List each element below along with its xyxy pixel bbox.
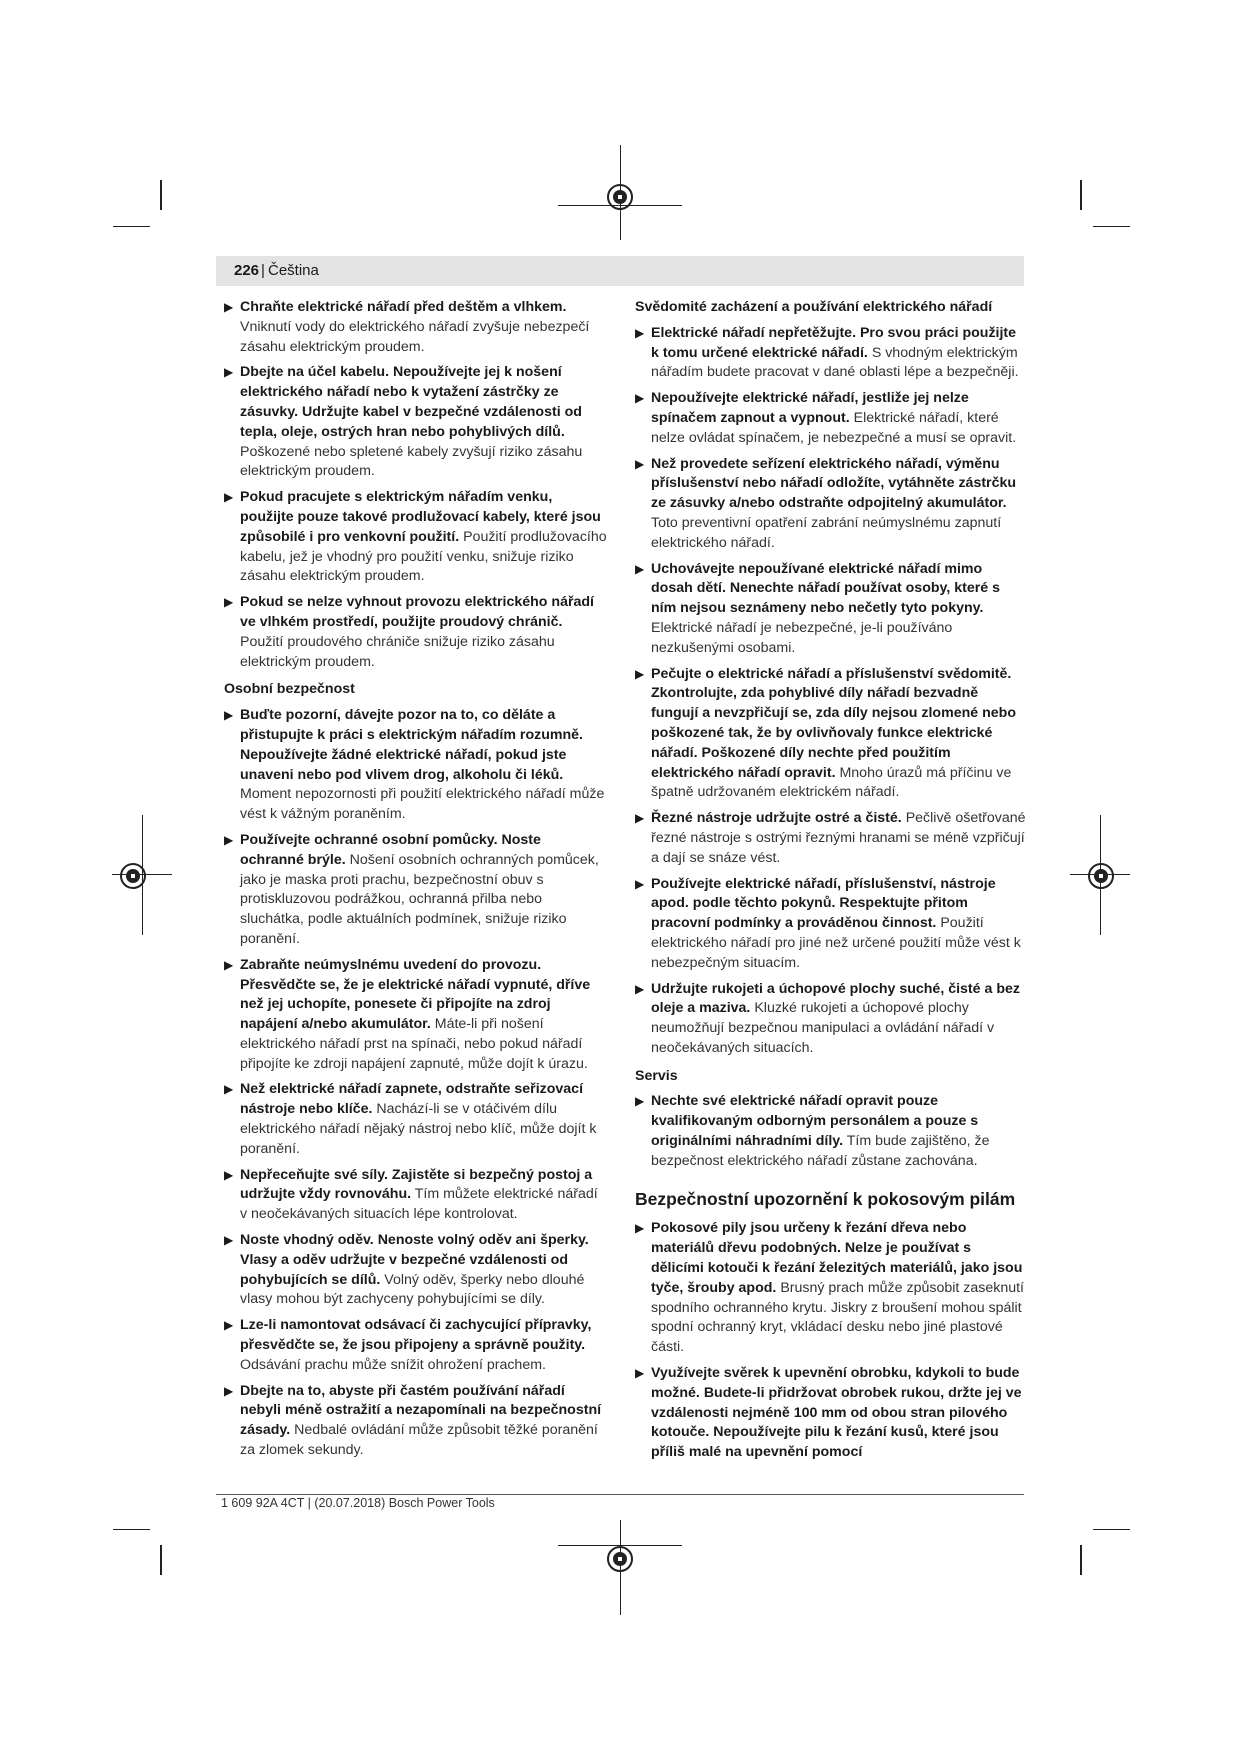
page-number: 226 [234, 262, 260, 279]
page-language: Čeština [268, 262, 319, 279]
bullet-triangle-icon: ▶ [224, 490, 234, 505]
bullet-triangle-icon: ▶ [635, 666, 645, 681]
right-column [635, 298, 1027, 1469]
crop-mark [1093, 226, 1130, 227]
list-item: ▶ Než provedete seřízení elektrického nářadí, výměnu příslušenství nebo nářadí odložíte, vytáhněte zástrčku ze zásuvky a/nebo odstraňte odpojitelný akumulátor. Toto preventivní opatření zabrání neúmyslnému zapnutí elektrického nářadí. [635, 455, 1017, 551]
crop-mark [1093, 1529, 1130, 1530]
bullet-triangle-icon: ▶ [224, 1167, 234, 1182]
page-header [216, 256, 1024, 286]
crop-mark [1080, 1545, 1082, 1575]
bullet-triangle-icon: ▶ [224, 1383, 234, 1398]
bullet-triangle-icon: ▶ [635, 561, 645, 576]
list-item: ▶ Dbejte na účel kabelu. Nepoužívejte jej k nošení elektrického nářadí nebo k vytažení zástrčky ze zásuvky. Udržujte kabel v bezpečné vzdálenosti od tepla, oleje, ostrých hran nebo pohyblivých dílů. Poškozené nebo spletené kabely zvyšují riziko zásahu elektrickým proudem. [224, 364, 583, 480]
list-item: ▶ Zabraňte neúmyslnému uvedení do provozu. Přesvědčte se, že je elektrické nářadí vypnuté, dříve než jej uchopíte, ponesete či připojíte na zdroj napájení a/nebo akumulátor. Máte-li při nošení elektrického nářadí prst na spínači, nebo pokud nářadí připojíte ke zdroji napájení zapnuté, může dojít k úrazu. [224, 956, 591, 1072]
list-item: ▶ Pokosové pily jsou určeny k řezání dřeva nebo materiálů dřevu podobných. Nelze je používat s dělicími kotouči k řezání železitých materiálů, jako jsou tyče, šrouby apod. Brusný prach může způsobit zaseknutí spodního ochranného krytu. Jiskry z broušení mohou spálit spodní ochranný kryt, vkládací desku nebo jiné plastové části. [635, 1220, 1024, 1356]
registration-target-icon [120, 863, 146, 889]
bullet-triangle-icon: ▶ [635, 1094, 645, 1109]
registration-target-icon [607, 1546, 633, 1572]
bullet-triangle-icon: ▶ [635, 391, 645, 406]
bullet-triangle-icon: ▶ [635, 1366, 645, 1381]
list-item: ▶ Elektrické nářadí nepřetěžujte. Pro svou práci použijte k tomu určené elektrické nářadí. S vhodným elektrickým nářadím budete pracovat v dané oblasti lépe a bezpečněji. [635, 324, 1019, 381]
bullet-triangle-icon: ▶ [635, 981, 645, 996]
bullet-triangle-icon: ▶ [635, 325, 645, 340]
bullet-triangle-icon: ▶ [635, 811, 645, 826]
bullet-triangle-icon: ▶ [224, 1318, 234, 1333]
list-item: ▶ Nepřeceňujte své síly. Zajistěte si bezpečný postoj a udržujte vždy rovnováhu. Tím můžete elektrické nářadí v neočekávaných situacích lépe kontrolovat. [224, 1166, 598, 1223]
crop-mark [160, 180, 162, 210]
list-item: ▶ Nepoužívejte elektrické nářadí, jestliže jej nelze spínačem zapnout a vypnout. Elektrické nářadí, které nelze ovládat spínačem, je nebezpečné a musí se opravit. [635, 390, 1017, 446]
list-item: ▶ Pokud pracujete s elektrickým nářadím venku, použijte pouze takové prodlužovací kabely, které jsou způsobilé i pro venkovní použití. Použití prodlužovacího kabelu, jež je vhodný pro použití venku, snižuje riziko zásahu elektrickým proudem. [224, 489, 607, 585]
crop-mark [113, 1529, 150, 1530]
subheading: Svědomité zacházení a používání elektrického nářadí [635, 299, 993, 315]
bullet-triangle-icon: ▶ [635, 876, 645, 891]
list-item: ▶ Buďte pozorní, dávejte pozor na to, co děláte a přistupujte k práci s elektrickým nářadím rozumně. Nepoužívejte žádné elektrické nářadí, pokud jste unaveni nebo pod vlivem drog, alkoholu či léků. Moment nepozornosti při použití elektrického nářadí může vést k vážným poraněním. [224, 707, 605, 823]
list-item: ▶ Nechte své elektrické nářadí opravit pouze kvalifikovaným odborným personálem a pouze s originálními náhradními díly. Tím bude zajištěno, že bezpečnost elektrického nářadí zůstane zachována. [635, 1093, 990, 1169]
page-footer: 1 609 92A 4CT | (20.07.2018) Bosch Power Tools [221, 1496, 495, 1510]
section-title: Bezpečnostní upozornění k pokosovým pilám [635, 1188, 1016, 1209]
list-item: ▶ Lze-li namontovat odsávací či zachycující přípravky, přesvědčte se, že jsou připojeny a správně použity. Odsávání prachu může snížit ohrožení prachem. [224, 1317, 592, 1373]
registration-target-icon [607, 184, 633, 210]
list-item: ▶ Pokud se nelze vyhnout provozu elektrického nářadí ve vlhkém prostředí, použijte proudový chránič. Použití proudového chrániče snižuje riziko zásahu elektrickým proudem. [224, 594, 594, 670]
list-item: ▶ Udržujte rukojeti a úchopové plochy suché, čisté a bez oleje a maziva. Kluzké rukojeti a úchopové plochy neumožňují bezpečnou manipulaci a ovládání nářadí v neočekávaných situacích. [635, 980, 1020, 1056]
list-item: ▶ Než elektrické nářadí zapnete, odstraňte seřizovací nástroje nebo klíče. Nachází-li se v otáčivém dílu elektrického nářadí nějaký nástroj nebo klíč, může dojít k poranění. [224, 1081, 597, 1157]
bullet-triangle-icon: ▶ [224, 708, 234, 723]
bullet-triangle-icon: ▶ [635, 1221, 645, 1236]
list-item: ▶ Chraňte elektrické nářadí před deštěm a vlhkem. Vniknutí vody do elektrického nářadí zvyšuje nebezpečí zásahu elektrickým proudem. [224, 299, 590, 355]
bullet-triangle-icon: ▶ [224, 957, 234, 972]
bullet-triangle-icon: ▶ [224, 832, 234, 847]
list-item: ▶ Řezné nástroje udržujte ostré a čisté. Pečlivě ošetřované řezné nástroje s ostrými řeznými hranami se méně vzpřičují a dají se snáze vést. [635, 810, 1026, 866]
list-item: ▶ Používejte ochranné osobní pomůcky. Noste ochranné brýle. Nošení osobních ochranných pomůcek, jako je maska proti prachu, bezpečnostní obuv s protiskluzovou podrážkou, ochranná přilba nebo sluchátka, podle aktuálních podmínek, snižuje riziko poranění. [224, 831, 599, 947]
crop-mark [1080, 180, 1082, 210]
list-item: ▶ Používejte elektrické nářadí, příslušenství, nástroje apod. podle těchto pokynů. Respektujte přitom pracovní podmínky a prováděnou činnost. Použití elektrického nářadí pro jiné než určené použití může vést k nebezpečným situacím. [635, 875, 1021, 971]
list-item: ▶ Noste vhodný oděv. Nenoste volný oděv ani šperky. Vlasy a oděv udržujte v bezpečné vzdálenosti od pohybujících se dílů. Volný oděv, šperky nebo dlouhé vlasy mohou být zachyceny pohybujícími se díly. [224, 1232, 589, 1308]
list-item: ▶ Pečujte o elektrické nářadí a příslušenství svědomitě. Zkontrolujte, zda pohyblivé díly nářadí bezvadně fungují a nevzpřičují se, zda díly nejsou zlomené nebo poškozené tak, že by ovlivňovaly funkce elektrické nářadí. Poškozené díly nechte před použitím elektrického nářadí opravit. Mnoho úrazů má příčinu ve špatně udržovaném elektrickém nářadí. [635, 665, 1016, 801]
list-item: ▶ Využívejte svěrek k upevnění obrobku, kdykoli to bude možné. Budete-li přidržovat obrobek rukou, držte jej ve vzdálenosti nejméně 100 mm od obou stran pilového kotouče. Nepoužívejte pilu k řezání kusů, které jsou příliš malé na upevnění pomocí [635, 1365, 1022, 1461]
list-item: ▶ Dbejte na to, abyste při častém používání nářadí nebyli méně ostražití a nezapomínali na bezpečnostní zásady. Nedbalé ovládání může způsobit těžké poranění za zlomek sekundy. [224, 1382, 602, 1459]
subheading: Osobní bezpečnost [224, 681, 355, 698]
bullet-triangle-icon: ▶ [224, 365, 234, 380]
bullet-triangle-icon: ▶ [635, 456, 645, 471]
footer-divider [216, 1494, 1024, 1495]
list-item: ▶ Uchovávejte nepoužívané elektrické nářadí mimo dosah dětí. Nenechte nářadí používat osoby, které s ním nejsou seznámeny nebo nečetly tyto pokyny. Elektrické nářadí je nebezpečné, je-li používáno nezkušenými osobami. [635, 560, 1000, 656]
header-separator: | [261, 262, 265, 279]
left-column [224, 298, 607, 1467]
bullet-triangle-icon: ▶ [224, 595, 234, 610]
crop-mark [160, 1545, 162, 1575]
bullet-triangle-icon: ▶ [224, 300, 234, 314]
bullet-triangle-icon: ▶ [224, 1233, 234, 1248]
registration-target-icon [1088, 863, 1114, 889]
crop-mark [113, 226, 150, 227]
bullet-triangle-icon: ▶ [224, 1082, 234, 1097]
subheading: Servis [635, 1067, 678, 1084]
